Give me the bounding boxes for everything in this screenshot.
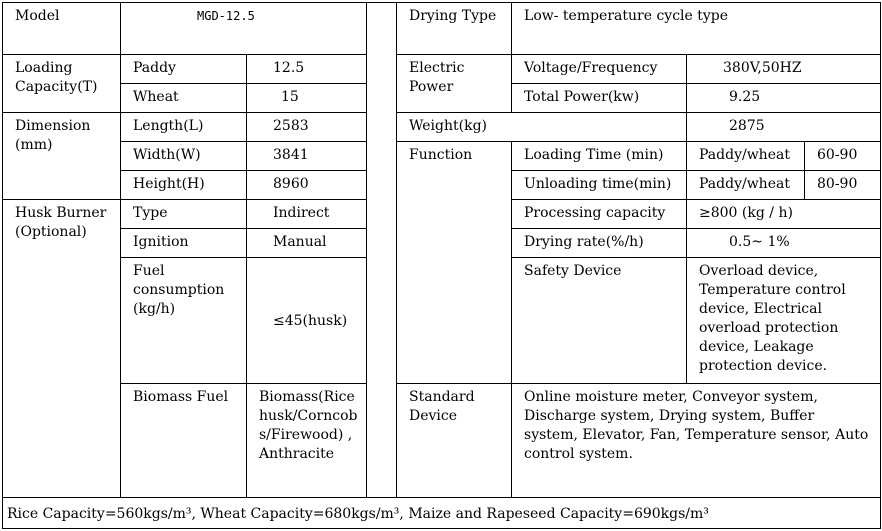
weight-label: Weight(kg) bbox=[397, 112, 687, 141]
wheat-value: 15 bbox=[247, 83, 367, 112]
drying-type-label: Drying Type bbox=[397, 3, 512, 55]
unloading-time-grain: Paddy/wheat bbox=[687, 171, 805, 200]
biomass-fuel-value: Biomass(Rice husk/Corncobs/Firewood) ,Anthracite bbox=[247, 383, 367, 497]
drying-rate-value: 0.5~ 1% bbox=[687, 229, 881, 258]
column-gap bbox=[367, 3, 397, 498]
voltage-label: Voltage/Frequency bbox=[512, 54, 687, 83]
fuel-consumption-value: ≤45(husk) bbox=[247, 258, 367, 384]
burner-type-value: Indirect bbox=[247, 200, 367, 229]
loading-capacity-label: Loading Capacity(T) bbox=[3, 54, 121, 112]
function-label: Function bbox=[397, 142, 512, 384]
electric-power-label: Electric Power bbox=[397, 54, 512, 112]
model-value: MGD-12.5 bbox=[121, 3, 367, 55]
drying-type-value: Low- temperature cycle type bbox=[512, 3, 881, 55]
drying-rate-label: Drying rate(%/h) bbox=[512, 229, 687, 258]
voltage-value: 380V,50HZ bbox=[687, 54, 881, 83]
height-label: Height(H) bbox=[121, 171, 247, 200]
model-label: Model bbox=[3, 3, 121, 55]
unloading-time-label: Unloading time(min) bbox=[512, 171, 687, 200]
burner-type-label: Type bbox=[121, 200, 247, 229]
loading-time-label: Loading Time (min) bbox=[512, 142, 687, 171]
fuel-consumption-label: Fuel consumption (kg/h) bbox=[121, 258, 247, 384]
ignition-label: Ignition bbox=[121, 229, 247, 258]
length-value: 2583 bbox=[247, 112, 367, 141]
spec-table bbox=[2, 2, 881, 529]
table-row bbox=[3, 142, 881, 171]
unloading-time-value: 80-90 bbox=[805, 171, 881, 200]
table-row bbox=[3, 112, 881, 141]
wheat-label: Wheat bbox=[121, 83, 247, 112]
standard-device-label: Standard Device bbox=[397, 383, 512, 497]
length-label: Length(L) bbox=[121, 112, 247, 141]
table-row bbox=[3, 497, 881, 528]
table-row bbox=[3, 383, 881, 497]
width-value: 3841 bbox=[247, 142, 367, 171]
height-value: 8960 bbox=[247, 171, 367, 200]
processing-capacity-label: Processing capacity bbox=[512, 200, 687, 229]
total-power-label: Total Power(kw) bbox=[512, 83, 687, 112]
standard-device-value: Online moisture meter, Conveyor system, Discharge system, Drying system, Buffer system, Elevator, Fan, Temperature sensor, Auto control system. bbox=[512, 383, 881, 497]
paddy-value: 12.5 bbox=[247, 54, 367, 83]
capacity-footer: Rice Capacity=560kgs/m³, Wheat Capacity=680kgs/m³, Maize and Rapeseed Capacity=690kgs/m³ bbox=[3, 497, 881, 528]
paddy-label: Paddy bbox=[121, 54, 247, 83]
biomass-fuel-label: Biomass Fuel bbox=[121, 383, 247, 497]
loading-time-grain: Paddy/wheat bbox=[687, 142, 805, 171]
safety-device-value: Overload device, Temperature control device, Electrical overload protection device, Leakage protection device. bbox=[687, 258, 881, 384]
loading-time-value: 60-90 bbox=[805, 142, 881, 171]
weight-value: 2875 bbox=[687, 112, 881, 141]
safety-device-label: Safety Device bbox=[512, 258, 687, 384]
husk-burner-label: Husk Burner (Optional) bbox=[3, 200, 121, 498]
width-label: Width(W) bbox=[121, 142, 247, 171]
table-row bbox=[3, 54, 881, 83]
processing-capacity-value: ≥800 (kg / h) bbox=[687, 200, 881, 229]
table-row bbox=[3, 3, 881, 55]
dimension-label: Dimension (mm) bbox=[3, 112, 121, 199]
ignition-value: Manual bbox=[247, 229, 367, 258]
total-power-value: 9.25 bbox=[687, 83, 881, 112]
